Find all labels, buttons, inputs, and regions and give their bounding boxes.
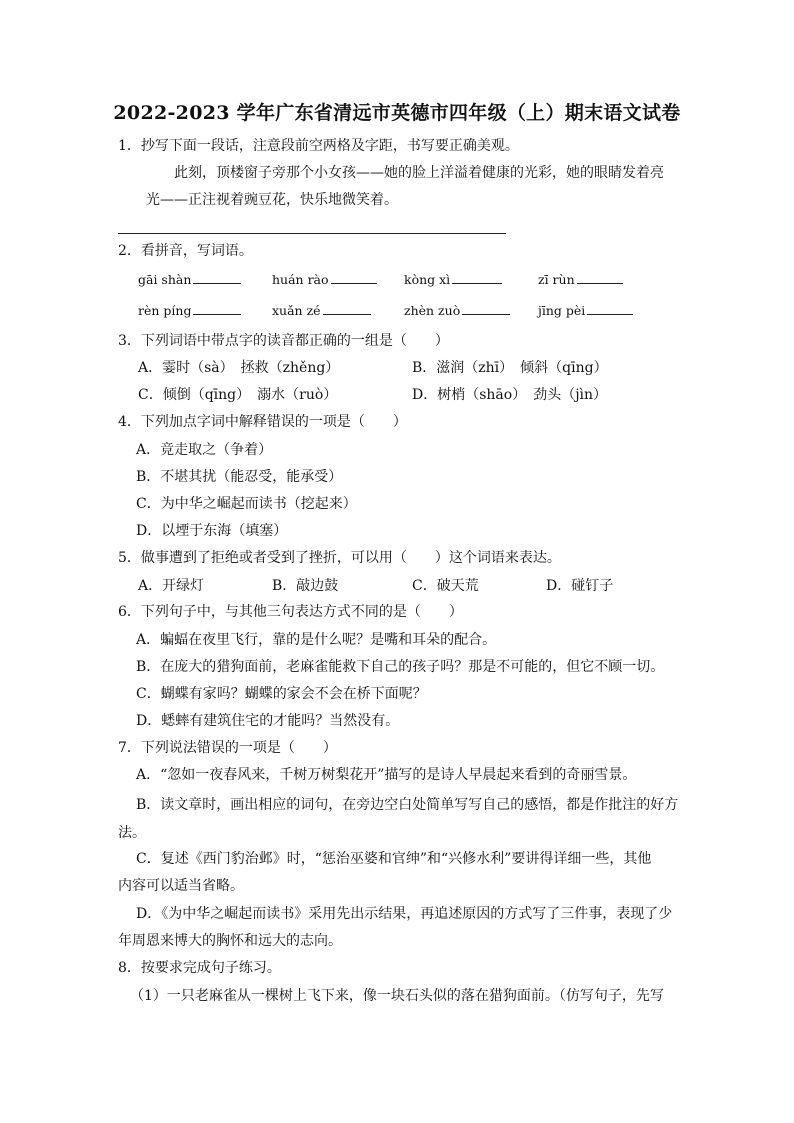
pinyin-item — [538, 301, 633, 321]
q5-option-c[interactable]: C．破天荒 — [412, 578, 479, 594]
pinyin-text: zhèn zuò — [404, 303, 461, 318]
answer-blank[interactable] — [331, 270, 377, 284]
q1-answer-line[interactable] — [118, 233, 506, 234]
q5-option-a[interactable]: A．开绿灯 — [138, 578, 205, 594]
q3-option-b[interactable]: B．滋润（zhī） 倾斜（qīng） — [412, 360, 608, 376]
q2-stem: 2．看拼音，写词语。 — [118, 243, 253, 259]
pinyin-text: gāi shàn — [138, 272, 192, 287]
q6-option-d[interactable]: D．蟋蟀有建筑住宅的才能吗？当然没有。 — [136, 713, 400, 729]
q7-option-a[interactable]: A．“忽如一夜春风来，千树万树梨花开”描写的是诗人早晨起来看到的奇丽雪景。 — [136, 767, 637, 783]
q5-option-d[interactable]: D．碰钉子 — [546, 578, 614, 594]
q4-option-d[interactable]: D．以堙于东海（填塞） — [136, 523, 288, 539]
q6-option-c[interactable]: C．蝴蝶有家吗？蝴蝶的家会不会在桥下面呢？ — [136, 686, 427, 702]
q8-sub1: （1）一只老麻雀从一棵树上飞下来，像一块石头似的落在猎狗面前。（仿写句子，先写 — [130, 988, 664, 1004]
answer-blank[interactable] — [462, 301, 510, 315]
pinyin-item — [272, 270, 377, 290]
pinyin-text: xuǎn zé — [272, 303, 321, 318]
pinyin-item — [138, 301, 241, 321]
answer-blank[interactable] — [323, 301, 371, 315]
answer-blank[interactable] — [577, 270, 623, 284]
q4-option-a[interactable]: A．竞走取之（争着） — [136, 442, 273, 458]
pinyin-text: huán rào — [272, 272, 329, 287]
q4-stem: 4．下列加点字词中解释错误的一项是（ ） — [118, 414, 407, 430]
q3-option-a[interactable]: A．霎时（sà） 拯救（zhěng） — [138, 360, 340, 376]
pinyin-item — [272, 301, 371, 321]
q4-option-b[interactable]: B．不堪其扰（能忍受，能承受） — [136, 469, 343, 485]
answer-blank[interactable] — [452, 270, 502, 284]
pinyin-item — [404, 270, 502, 290]
pinyin-item — [404, 301, 510, 321]
answer-blank[interactable] — [587, 301, 633, 315]
q7-option-b-line1[interactable]: B．读文章时，画出相应的词句，在旁边空白处简单写写自己的感悟，都是作批注的好方 — [136, 797, 679, 813]
q3-option-d[interactable]: D．树梢（shāo） 劲头（jìn） — [412, 387, 608, 403]
answer-blank[interactable] — [193, 270, 241, 284]
q6-option-b[interactable]: B．在庞大的猎狗面前，老麻雀能救下自己的孩子吗？那是不可能的，但它不顾一切。 — [136, 659, 665, 675]
q4-option-c[interactable]: C．为中华之崛起而读书（挖起来） — [136, 496, 357, 512]
q7-stem: 7．下列说法错误的一项是（ ） — [118, 740, 337, 756]
q3-option-c[interactable]: C．倾倒（qīng） 溺水（ruò） — [138, 387, 338, 403]
q3-stem: 3．下列词语中带点字的读音都正确的一组是（ ） — [118, 333, 449, 349]
q1-passage-line2: 光——正注视着豌豆花，快乐地微笑着。 — [146, 192, 398, 208]
pinyin-text: jīng pèi — [538, 303, 586, 318]
pinyin-item — [538, 270, 623, 290]
q5-option-b[interactable]: B．敲边鼓 — [272, 578, 339, 594]
q7-option-d-line2: 年周恩来博大的胸怀和远大的志向。 — [118, 933, 342, 949]
q7-option-c-line2: 内容可以适当省略。 — [118, 878, 244, 894]
q7-option-c-line1[interactable]: C．复述《西门豹治邺》时，“惩治巫婆和官绅”和“兴修水利”要讲得详细一些，其他 — [136, 851, 652, 867]
answer-blank[interactable] — [193, 301, 241, 315]
q7-option-b-line2: 法。 — [118, 825, 146, 841]
q5-stem: 5．做事遭到了拒绝或者受到了挫折，可以用（ ）这个词语来表达。 — [118, 550, 561, 566]
pinyin-text: zī rùn — [538, 272, 575, 287]
q7-option-d-line1[interactable]: D．《为中华之崛起而读书》采用先出示结果，再追述原因的方式写了三件事，表现了少 — [136, 906, 673, 922]
exam-title: 2022-2023 学年广东省清远市英德市四年级（上）期末语文试卷 — [113, 102, 681, 124]
pinyin-text: rèn píng — [138, 303, 192, 318]
q6-stem: 6．下列句子中，与其他三句表达方式不同的是（ ） — [118, 604, 463, 620]
q1-stem: 1．抄写下面一段话，注意段前空两格及字距，书写要正确美观。 — [118, 138, 519, 154]
q1-passage-line1: 此刻，顶楼窗子旁那个小女孩——她的脸上洋溢着健康的光彩，她的眼睛发着亮 — [174, 165, 664, 181]
pinyin-text: kòng xì — [404, 272, 451, 287]
q6-option-a[interactable]: A．蝙蝠在夜里飞行，靠的是什么呢？是嘴和耳朵的配合。 — [136, 632, 497, 648]
q8-stem: 8．按要求完成句子练习。 — [118, 960, 281, 976]
pinyin-item — [138, 270, 241, 290]
